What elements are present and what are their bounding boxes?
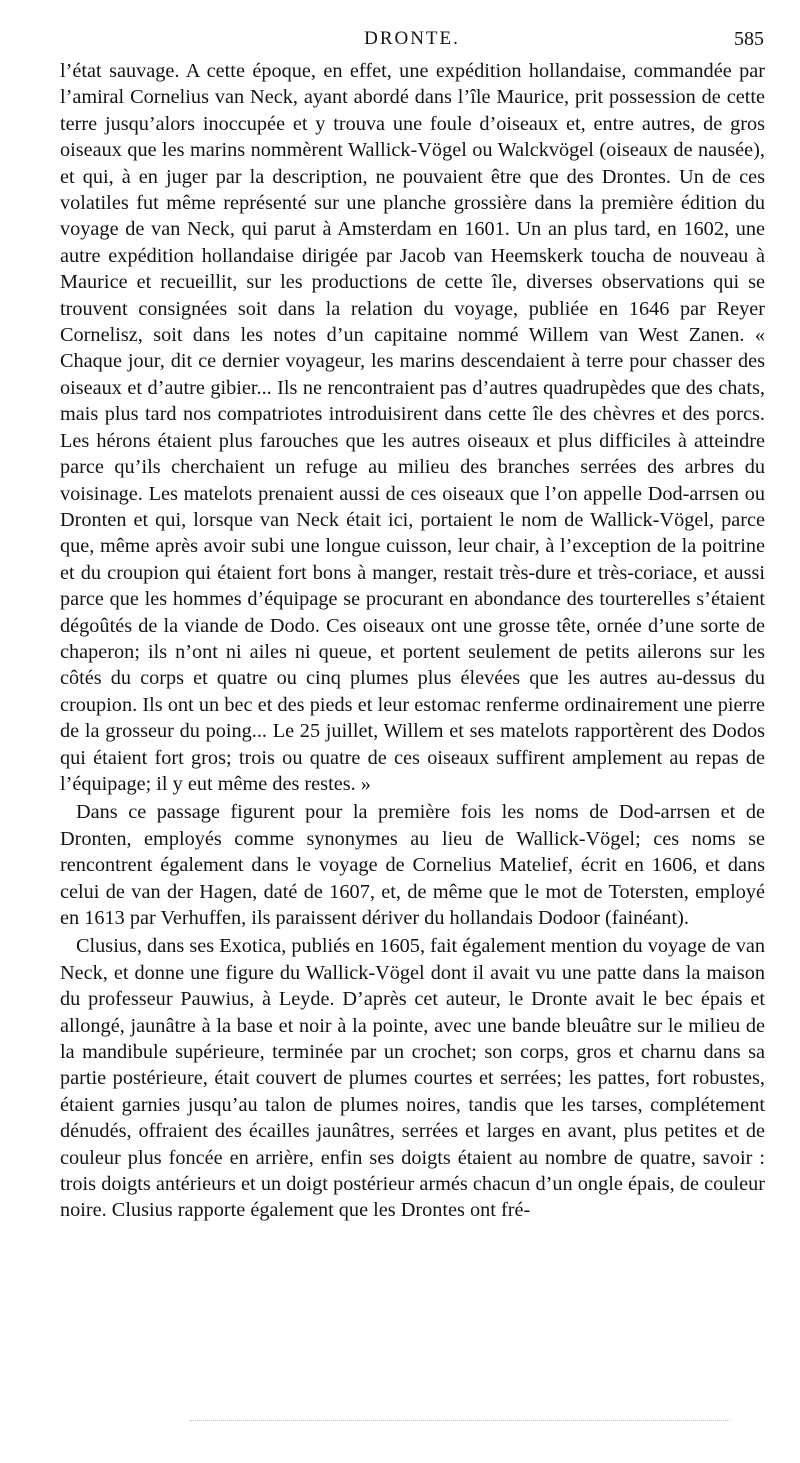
paragraph-1: l’état sauvage. A cette époque, en effet, une expédition hollandaise, commandée par l’amiral Cornelius van Neck, ayant abordé dans l’île Maurice, prit possession de cette terre jusqu’alors inoccupée et y trouva une foule d’oiseaux et, entre autres, de gros oiseaux que les marins nommèrent Wallick-Vögel ou Walckvögel (oiseaux de nausée), et qui, à en juger par la description, ne pouvaient être que des Drontes. Un de ces volatiles fut même représenté sur une planche grossière dans la première édition du voyage de van Neck, qui parut à Amsterdam en 1601. Un an plus tard, en 1602, une autre expédition hollandaise dirigée par Jacob van Heemskerk toucha de nouveau à Maurice et recueillit, sur les productions de cette île, diverses observations qui se trouvent consignées soit dans la relation du voyage, publiée en 1646 par Reyer Cornelisz, soit dans les notes d’un capitaine nommé Willem van West Zanen. « Chaque jour, dit ce dernier voyageur, les marins descendaient à terre pour chasser des oiseaux et d’autre gibier... Ils ne rencontraient pas d’autres quadrupèdes que des chats, mais plus tard nos compatriotes introduisirent dans cette île des chèvres et des porcs. Les hérons étaient plus farouches que les autres oiseaux et plus difficiles à atteindre parce qu’ils cherchaient un refuge au milieu des branches serrées des arbres du voisinage. Les matelots prenaient aussi de ces oiseaux que l’on appelle Dod-arrsen ou Dronten et qui, lorsque van Neck était ici, portaient le nom de Wallick-Vögel, parce que, même après avoir subi une longue cuisson, leur chair, à l’exception de la poitrine et du croupion qui étaient fort bons à manger, restait très-dure et très-coriace, et aussi parce que les hommes d’équipage se procurant en abondance des tourterelles s’étaient dégoûtés de la viande de Dodo. Ces oiseaux ont une grosse tête, ornée d’une sorte de chaperon; ils n’ont ni ailes ni queue, et portent seulement de petits ailerons sur les côtés du corps et quatre ou cinq plumes plus élevées que les autres au-dessus du croupion. Ils ont un bec et des pieds et leur estomac renferme ordinairement une pierre de la grosseur du poing... Le 25 juillet, Willem et ses matelots rapportèrent des Dodos qui étaient fort gros; trois ou quatre de ces oiseaux suffirent amplement au repas de l’équipage; il y eut même des restes. »	[60, 60, 765, 795]
page-number: 585	[734, 28, 764, 50]
scan-noise-divider	[190, 1420, 730, 1425]
page-header	[60, 28, 764, 54]
paragraph-2: Dans ce passage figurent pour la première fois les noms de Dod-arrsen et de Dronten, employés comme synonymes au lieu de Wallick-Vögel; ces noms se rencontrent également dans le voyage de Cornelius Matelief, écrit en 1606, et dans celui de van der Hagen, daté de 1607, et, de même que le mot de Totersten, employé en 1613 par Verhuffen, ils paraissent dériver du hollandais Dodoor (fainéant).	[60, 801, 765, 929]
paragraph-3: Clusius, dans ses Exotica, publiés en 1605, fait également mention du voyage de van Neck, et donne une figure du Wallick-Vögel dont il avait vu une patte dans la maison du professeur Pauwius, à Leyde. D’après cet auteur, le Dronte avait le bec épais et allongé, jaunâtre à la base et noir à la pointe, avec une bande bleuâtre sur le milieu de la mandibule supérieure, terminée par un crochet; son corps, gros et charnu dans sa partie postérieure, était couvert de plumes courtes et serrées; les pattes, fort robustes, étaient garnies jusqu’au talon de plumes noires, tandis que les tarses, complétement dénudés, offraient des écailles jaunâtres, serrées et larges en avant, plus petites et de couleur plus foncée en arrière, enfin ses doigts étaient au nombre de quatre, savoir : trois doigts antérieurs et un doigt postérieur armés chacun d’un ongle épais, de couleur noire. Clusius rapporte également que les Drontes ont fré-	[60, 935, 765, 1222]
running-title: DRONTE.	[364, 28, 460, 49]
page-body	[60, 58, 765, 1224]
